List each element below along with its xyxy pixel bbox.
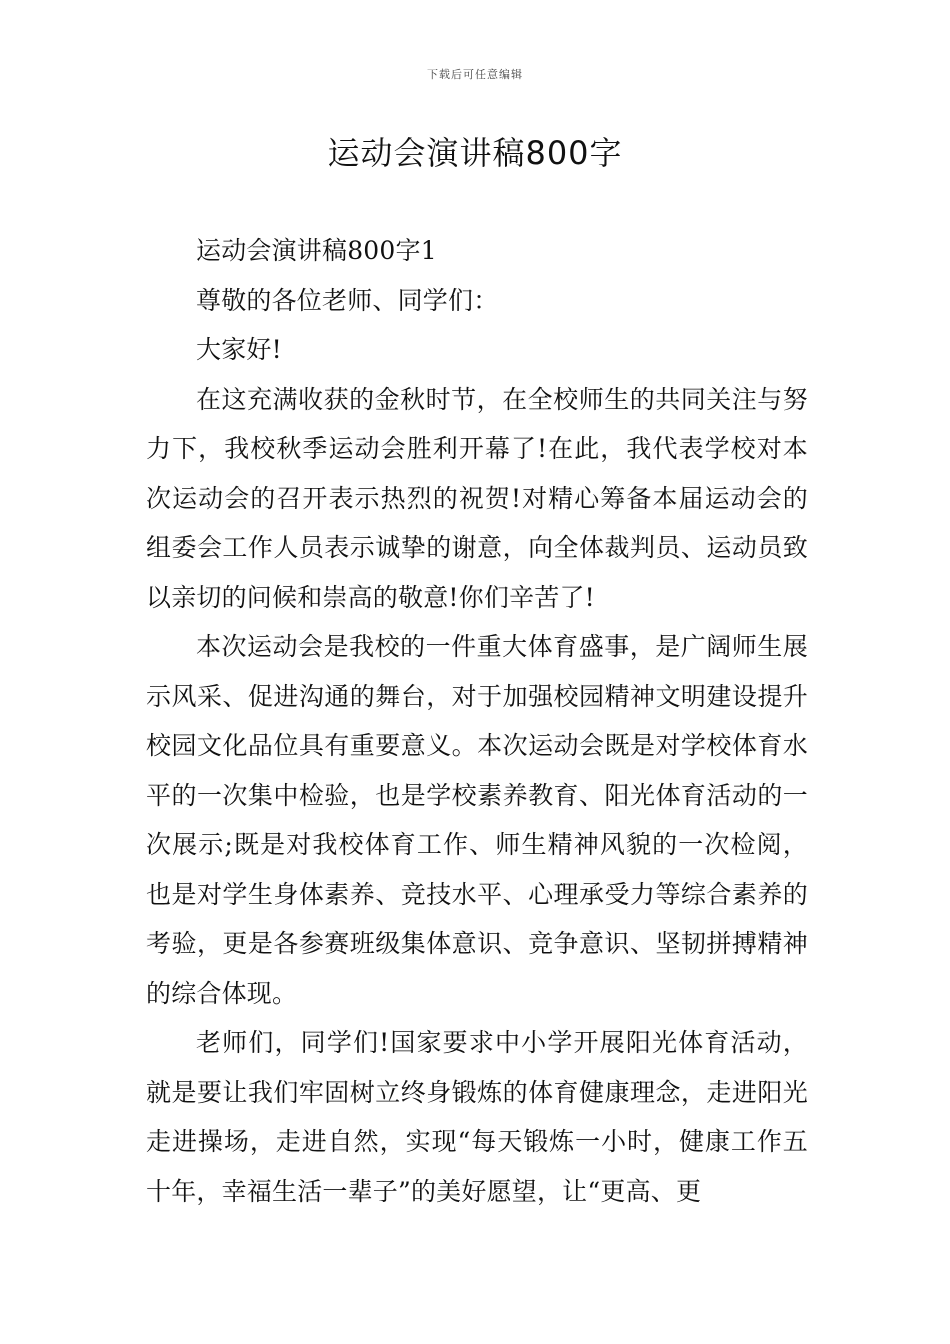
document-body (146, 226, 808, 1216)
paragraph-subtitle: 运动会演讲稿800字1 (196, 236, 437, 265)
paragraph-body: 在这充满收获的金秋时节，在全校师生的共同关注与努力下，我校秋季运动会胜利开幕了!在此，我代表学校对本次运动会的召开表示热烈的祝贺!对精心筹备本届运动会的组委会工作人员表示诚挚的谢意，向全体裁判员、运动员致以亲切的问候和崇高的敬意!你们辛苦了! (146, 384, 808, 612)
paragraph-body: 本次运动会是我校的一件重大体育盛事，是广阔师生展示风采、促进沟通的舞台，对于加强校园精神文明建设提升校园文化品位具有重要意义。本次运动会既是对学校体育水平的一次集中检验，也是学校素养教育、阳光体育活动的一次展示;既是对我校体育工作、师生精神风貌的一次检阅，也是对学生身体素养、竞技水平、心理承受力等综合素养的考验，更是各参赛班级集体意识、竞争意识、坚韧拼搏精神的综合体现。 (146, 632, 808, 1008)
header-note: 下载后可任意编辑 (427, 68, 523, 81)
document-title: 运动会演讲稿800字 (327, 134, 623, 172)
paragraph-body: 老师们，同学们!国家要求中小学开展阳光体育活动，就是要让我们牢固树立终身锻炼的体育健康理念，走进阳光走进操场，走进自然，实现“每天锻炼一小时，健康工作五十年，幸福生活一辈子”的美好愿望，让“更高、更 (146, 1028, 808, 1206)
paragraph-greeting: 大家好! (196, 335, 282, 364)
paragraph-salutation: 尊敬的各位老师、同学们： (196, 285, 499, 315)
